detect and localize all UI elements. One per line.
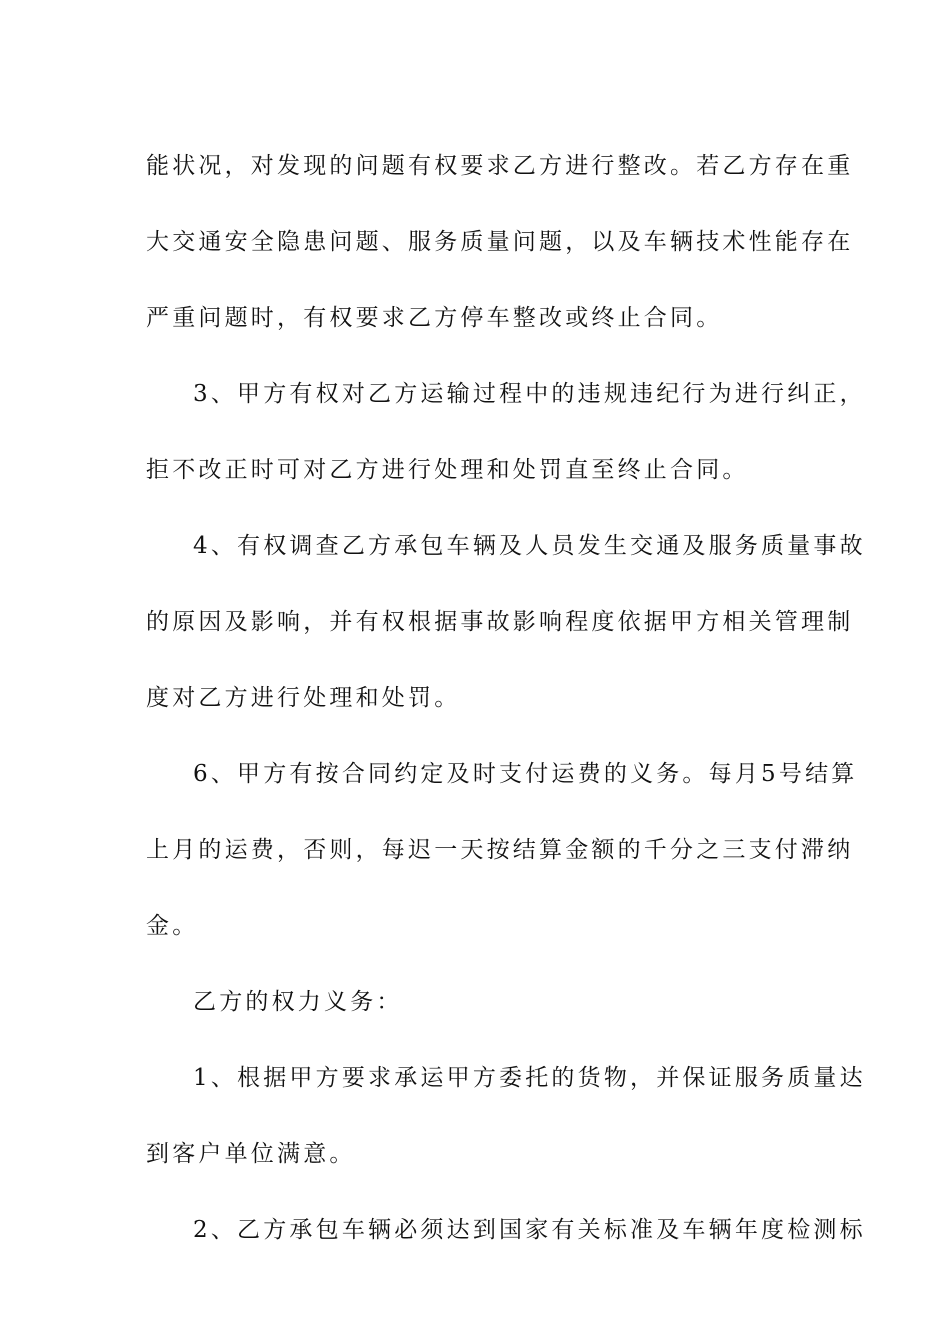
section-heading-yifang: 乙方的权力义务：	[193, 989, 403, 1015]
document-body	[146, 128, 866, 1268]
text-line-3: 严重问题时，有权要求乙方停车整改或终止合同。	[146, 305, 723, 331]
text-line-13: 1、根据甲方要求承运甲方委托的货物，并保证服务质量达	[193, 1065, 866, 1091]
text-line-10: 上月的运费，否则，每迟一天按结算金额的千分之三支付滞纳	[146, 837, 854, 863]
text-line-11: 金。	[146, 913, 199, 939]
text-line-1: 能状况，对发现的问题有权要求乙方进行整改。若乙方存在重	[146, 153, 854, 179]
text-line-14: 到客户单位满意。	[146, 1141, 356, 1167]
text-line-2: 大交通安全隐患问题、服务质量问题，以及车辆技术性能存在	[146, 229, 854, 255]
text-line-8: 度对乙方进行处理和处罚。	[146, 685, 461, 711]
text-line-6: 4、有权调查乙方承包车辆及人员发生交通及服务质量事故	[193, 533, 866, 559]
text-line-7: 的原因及影响，并有权根据事故影响程度依据甲方相关管理制	[146, 609, 854, 635]
text-line-5: 拒不改正时可对乙方进行处理和处罚直至终止合同。	[146, 457, 749, 483]
text-line-4: 3、甲方有权对乙方运输过程中的违规违纪行为进行纠正，	[193, 381, 866, 407]
text-line-15: 2、乙方承包车辆必须达到国家有关标准及车辆年度检测标	[193, 1217, 866, 1243]
text-line-9: 6、甲方有按合同约定及时支付运费的义务。每月5号结算	[193, 761, 858, 787]
